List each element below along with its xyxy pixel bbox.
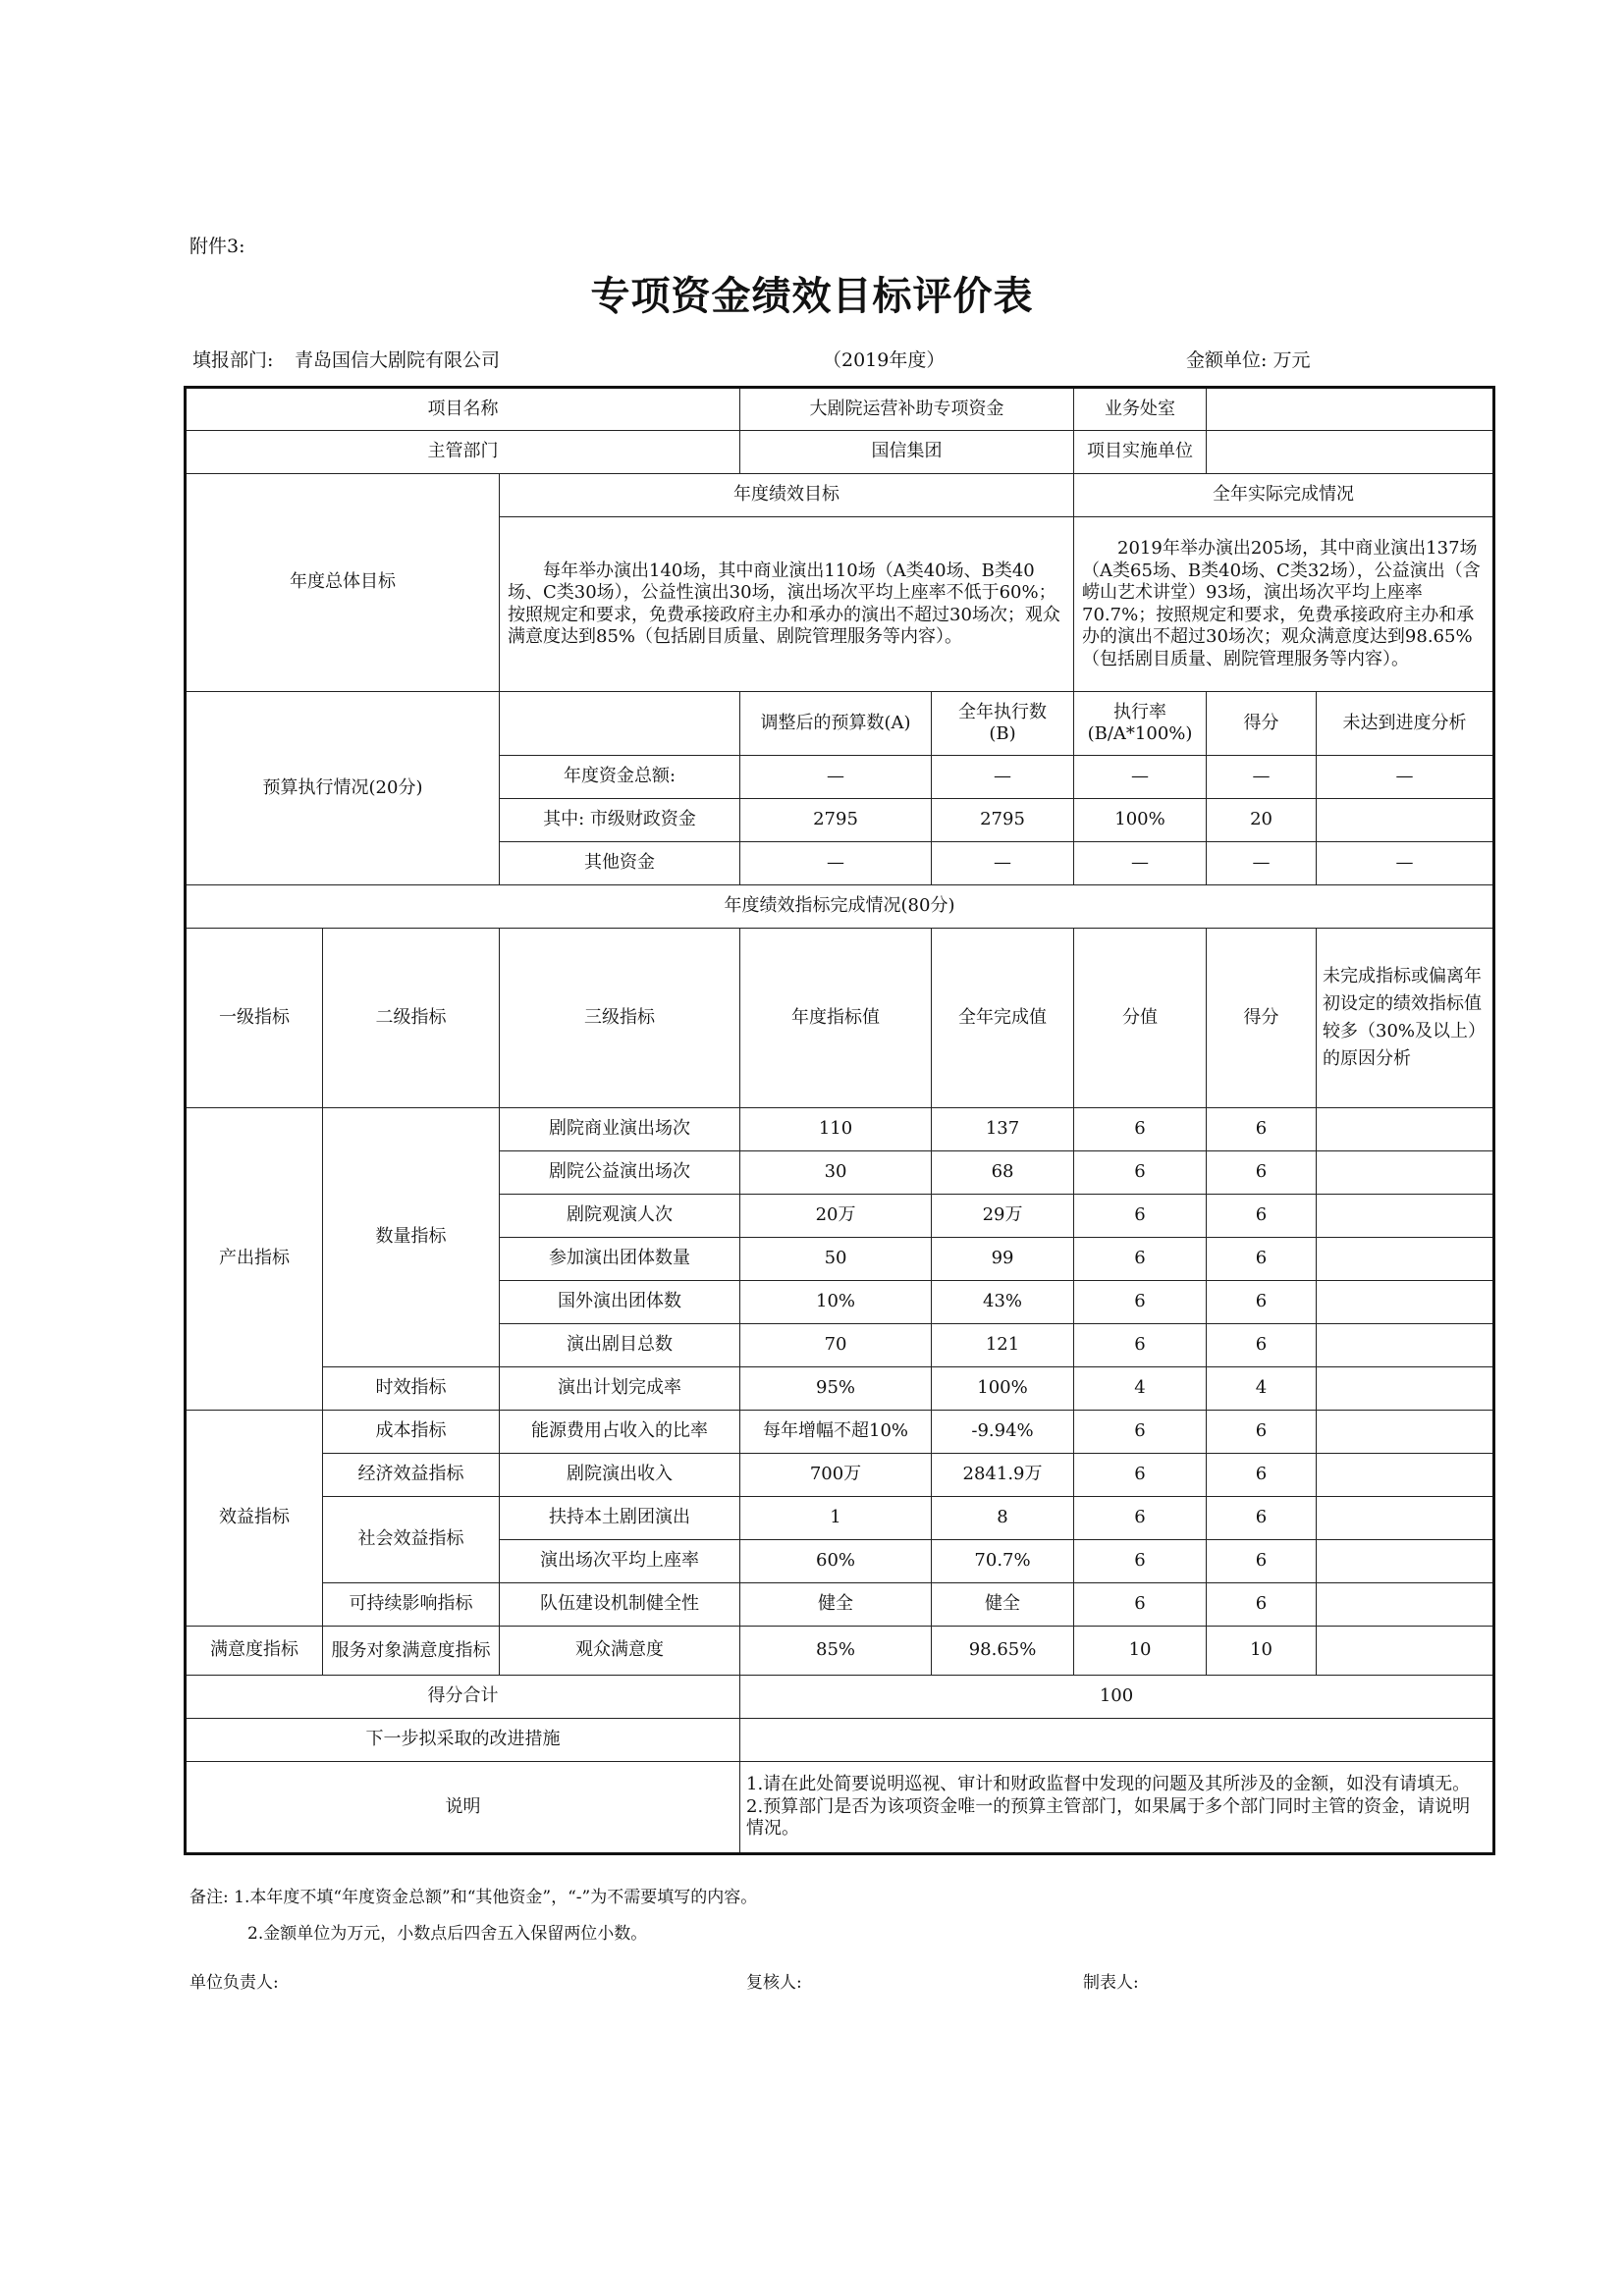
- indicator-weight: 6: [1074, 1281, 1207, 1324]
- indicator-weight: 6: [1074, 1195, 1207, 1238]
- target-header: 年度指标值: [740, 929, 932, 1108]
- project-name-label: 项目名称: [186, 388, 740, 431]
- dept-row: [186, 431, 1494, 474]
- indicator-row: [186, 1411, 1494, 1454]
- social-label: 社会效益指标: [323, 1497, 500, 1583]
- indicator-actual: -9.94%: [932, 1411, 1074, 1454]
- budget-row-rate: 100%: [1074, 799, 1207, 842]
- budget-row-a: —: [740, 756, 932, 799]
- indicator-row: [186, 1497, 1494, 1540]
- budget-col-score: 得分: [1207, 692, 1317, 756]
- budget-label: 预算执行情况(20分): [186, 692, 500, 885]
- indicator-reason: [1317, 1238, 1494, 1281]
- indicator-score: 4: [1207, 1367, 1317, 1411]
- unit-label: 金额单位: 万元: [1186, 349, 1311, 371]
- actual-header: 全年实际完成情况: [1074, 474, 1494, 517]
- indicator-name: 演出计划完成率: [500, 1367, 740, 1411]
- indicator-name: 观众满意度: [500, 1627, 740, 1676]
- indicator-score: 6: [1207, 1540, 1317, 1583]
- indicator-target: 60%: [740, 1540, 932, 1583]
- indicator-weight: 6: [1074, 1411, 1207, 1454]
- sustain-label: 可持续影响指标: [323, 1583, 500, 1627]
- indicator-row: [186, 1108, 1494, 1151]
- impl-unit-value: [1207, 431, 1494, 474]
- explain-text: 1.请在此处简要说明巡视、审计和财政监督中发现的问题及其所涉及的金额，如没有请填无。 2.预算部门是否为该项资金唯一的预算主管部门，如果属于多个部门同时主管的资金，请说明情况。: [740, 1762, 1494, 1854]
- quantity-label: 数量指标: [323, 1108, 500, 1367]
- budget-row-score: —: [1207, 756, 1317, 799]
- indicator-weight: 6: [1074, 1238, 1207, 1281]
- indicator-header-row: [186, 929, 1494, 1108]
- satisfaction-label: 满意度指标: [186, 1627, 323, 1676]
- supervising-dept-value: 国信集团: [740, 431, 1074, 474]
- indicator-target: 10%: [740, 1281, 932, 1324]
- project-name-value: 大剧院运营补助专项资金: [740, 388, 1074, 431]
- level3-header: 三级指标: [500, 929, 740, 1108]
- supervising-dept-label: 主管部门: [186, 431, 740, 474]
- goal-text: 每年举办演出140场，其中商业演出110场（A类40场、B类40场、C类30场），公益性演出30场，演出场次平均上座率不低于60%；按照规定和要求，免费承接政府主办和承办的演出不超过30场次；观众满意度达到85%（包括剧目质量、剧院管理服务等内容）。: [500, 517, 1074, 692]
- indicator-target: 70: [740, 1324, 932, 1367]
- indicator-actual: 100%: [932, 1367, 1074, 1411]
- indicator-score: 6: [1207, 1108, 1317, 1151]
- budget-row-a: —: [740, 842, 932, 885]
- indicator-score: 6: [1207, 1583, 1317, 1627]
- budget-row-score: —: [1207, 842, 1317, 885]
- indicator-score: 6: [1207, 1195, 1317, 1238]
- indicator-actual: 68: [932, 1151, 1074, 1195]
- indicator-reason: [1317, 1151, 1494, 1195]
- indicator-reason: [1317, 1627, 1494, 1676]
- unit-head-signature: 单位负责人:: [189, 1973, 279, 1993]
- total-row: [186, 1676, 1494, 1719]
- indicator-reason: [1317, 1454, 1494, 1497]
- indicator-reason: [1317, 1195, 1494, 1238]
- budget-row-b: 2795: [932, 799, 1074, 842]
- indicator-section-row: [186, 885, 1494, 929]
- indicator-weight: 6: [1074, 1583, 1207, 1627]
- budget-blank: [500, 692, 740, 756]
- page-title: 专项资金绩效目标评价表: [590, 273, 1034, 319]
- indicator-section-title: 年度绩效指标完成情况(80分): [186, 885, 1494, 929]
- indicator-actual: 2841.9万: [932, 1454, 1074, 1497]
- indicator-weight: 6: [1074, 1108, 1207, 1151]
- indicator-score: 6: [1207, 1281, 1317, 1324]
- level1-header: 一级指标: [186, 929, 323, 1108]
- footnote-2: 2.金额单位为万元，小数点后四舍五入保留两位小数。: [247, 1924, 648, 1944]
- project-row: [186, 388, 1494, 431]
- indicator-name: 演出剧目总数: [500, 1324, 740, 1367]
- actual-header: 全年完成值: [932, 929, 1074, 1108]
- economic-label: 经济效益指标: [323, 1454, 500, 1497]
- indicator-name: 演出场次平均上座率: [500, 1540, 740, 1583]
- indicator-target: 健全: [740, 1583, 932, 1627]
- cost-label: 成本指标: [323, 1411, 500, 1454]
- indicator-score: 10: [1207, 1627, 1317, 1676]
- explain-label: 说明: [186, 1762, 740, 1854]
- budget-row-b: —: [932, 842, 1074, 885]
- indicator-actual: 8: [932, 1497, 1074, 1540]
- indicator-reason: [1317, 1281, 1494, 1324]
- budget-col-b: 全年执行数 (B): [932, 692, 1074, 756]
- reviewer-signature: 复核人:: [746, 1973, 802, 1993]
- indicator-reason: [1317, 1108, 1494, 1151]
- indicator-name: 剧院公益演出场次: [500, 1151, 740, 1195]
- indicator-name: 剧院演出收入: [500, 1454, 740, 1497]
- indicator-reason: [1317, 1324, 1494, 1367]
- service-label: 服务对象满意度指标: [323, 1627, 500, 1676]
- indicator-name: 扶持本土剧团演出: [500, 1497, 740, 1540]
- benefit-label: 效益指标: [186, 1411, 323, 1627]
- indicator-row: [186, 1627, 1494, 1676]
- evaluation-table: [184, 386, 1495, 1855]
- indicator-target: 95%: [740, 1367, 932, 1411]
- budget-header-row: [186, 692, 1494, 756]
- indicator-weight: 6: [1074, 1540, 1207, 1583]
- budget-row-analysis: —: [1317, 842, 1494, 885]
- indicator-target: 20万: [740, 1195, 932, 1238]
- indicator-reason: [1317, 1497, 1494, 1540]
- indicator-target: 700万: [740, 1454, 932, 1497]
- preparer-signature: 制表人:: [1083, 1973, 1139, 1993]
- indicator-name: 国外演出团体数: [500, 1281, 740, 1324]
- indicator-target: 30: [740, 1151, 932, 1195]
- indicator-row: [186, 1583, 1494, 1627]
- indicator-target: 50: [740, 1238, 932, 1281]
- explain-row: [186, 1762, 1494, 1854]
- budget-row-rate: —: [1074, 842, 1207, 885]
- indicator-score: 6: [1207, 1454, 1317, 1497]
- indicator-weight: 6: [1074, 1324, 1207, 1367]
- budget-row-rate: —: [1074, 756, 1207, 799]
- total-value: 100: [740, 1676, 1494, 1719]
- budget-row-score: 20: [1207, 799, 1317, 842]
- indicator-target: 85%: [740, 1627, 932, 1676]
- indicator-reason: [1317, 1540, 1494, 1583]
- indicator-weight: 6: [1074, 1454, 1207, 1497]
- indicator-actual: 70.7%: [932, 1540, 1074, 1583]
- budget-row-b: —: [932, 756, 1074, 799]
- budget-col-rate: 执行率 (B/A*100%): [1074, 692, 1207, 756]
- indicator-actual: 健全: [932, 1583, 1074, 1627]
- indicator-name: 剧院观演人次: [500, 1195, 740, 1238]
- indicator-name: 剧院商业演出场次: [500, 1108, 740, 1151]
- indicator-weight: 10: [1074, 1627, 1207, 1676]
- timeliness-label: 时效指标: [323, 1367, 500, 1411]
- indicator-reason: [1317, 1583, 1494, 1627]
- impl-unit-label: 项目实施单位: [1074, 431, 1207, 474]
- indicator-target: 1: [740, 1497, 932, 1540]
- budget-row-name: 其中: 市级财政资金: [500, 799, 740, 842]
- budget-row-a: 2795: [740, 799, 932, 842]
- budget-row-name: 年度资金总额:: [500, 756, 740, 799]
- indicator-weight: 6: [1074, 1151, 1207, 1195]
- indicator-weight: 6: [1074, 1497, 1207, 1540]
- indicator-row: [186, 1367, 1494, 1411]
- indicator-actual: 121: [932, 1324, 1074, 1367]
- improve-label: 下一步拟采取的改进措施: [186, 1719, 740, 1762]
- goal-header: 年度绩效目标: [500, 474, 1074, 517]
- budget-col-a: 调整后的预算数(A): [740, 692, 932, 756]
- indicator-target: 每年增幅不超10%: [740, 1411, 932, 1454]
- office-label: 业务处室: [1074, 388, 1207, 431]
- indicator-score: 6: [1207, 1151, 1317, 1195]
- attachment-label: 附件3:: [189, 236, 245, 257]
- indicator-reason: [1317, 1367, 1494, 1411]
- indicator-score: 6: [1207, 1497, 1317, 1540]
- level2-header: 二级指标: [323, 929, 500, 1108]
- overall-goal-label: 年度总体目标: [186, 474, 500, 692]
- office-value: [1207, 388, 1494, 431]
- weight-header: 分值: [1074, 929, 1207, 1108]
- indicator-weight: 4: [1074, 1367, 1207, 1411]
- dept-value: 青岛国信大剧院有限公司: [295, 349, 501, 371]
- budget-row-analysis: —: [1317, 756, 1494, 799]
- indicator-reason: [1317, 1411, 1494, 1454]
- year-label: （2019年度）: [823, 349, 946, 371]
- overall-header-row: [186, 474, 1494, 517]
- indicator-row: [186, 1454, 1494, 1497]
- indicator-score: 6: [1207, 1324, 1317, 1367]
- footnote-1: 备注: 1.本年度不填“年度资金总额”和“其他资金”，“-”为不需要填写的内容。: [189, 1888, 758, 1907]
- indicator-name: 队伍建设机制健全性: [500, 1583, 740, 1627]
- indicator-actual: 137: [932, 1108, 1074, 1151]
- indicator-actual: 99: [932, 1238, 1074, 1281]
- score-header: 得分: [1207, 929, 1317, 1108]
- budget-col-analysis: 未达到进度分析: [1317, 692, 1494, 756]
- reason-header: 未完成指标或偏离年初设定的绩效指标值较多（30%及以上）的原因分析: [1317, 929, 1494, 1108]
- budget-row-analysis: [1317, 799, 1494, 842]
- actual-text: 2019年举办演出205场，其中商业演出137场（A类65场、B类40场、C类32场），公益演出（含崂山艺术讲堂）93场，演出场次平均上座率70.7%；按照规定和要求，免费承接政府主办和承办的演出不超过30场次；观众满意度达到98.65%（包括剧目质量、剧院管理服务等内容）。: [1074, 517, 1494, 692]
- indicator-name: 参加演出团体数量: [500, 1238, 740, 1281]
- output-label: 产出指标: [186, 1108, 323, 1411]
- improve-value: [740, 1719, 1494, 1762]
- indicator-actual: 43%: [932, 1281, 1074, 1324]
- indicator-target: 110: [740, 1108, 932, 1151]
- indicator-score: 6: [1207, 1238, 1317, 1281]
- total-label: 得分合计: [186, 1676, 740, 1719]
- indicator-actual: 29万: [932, 1195, 1074, 1238]
- improve-row: [186, 1719, 1494, 1762]
- indicator-actual: 98.65%: [932, 1627, 1074, 1676]
- dept-label: 填报部门:: [192, 349, 274, 371]
- budget-row-name: 其他资金: [500, 842, 740, 885]
- indicator-score: 6: [1207, 1411, 1317, 1454]
- indicator-name: 能源费用占收入的比率: [500, 1411, 740, 1454]
